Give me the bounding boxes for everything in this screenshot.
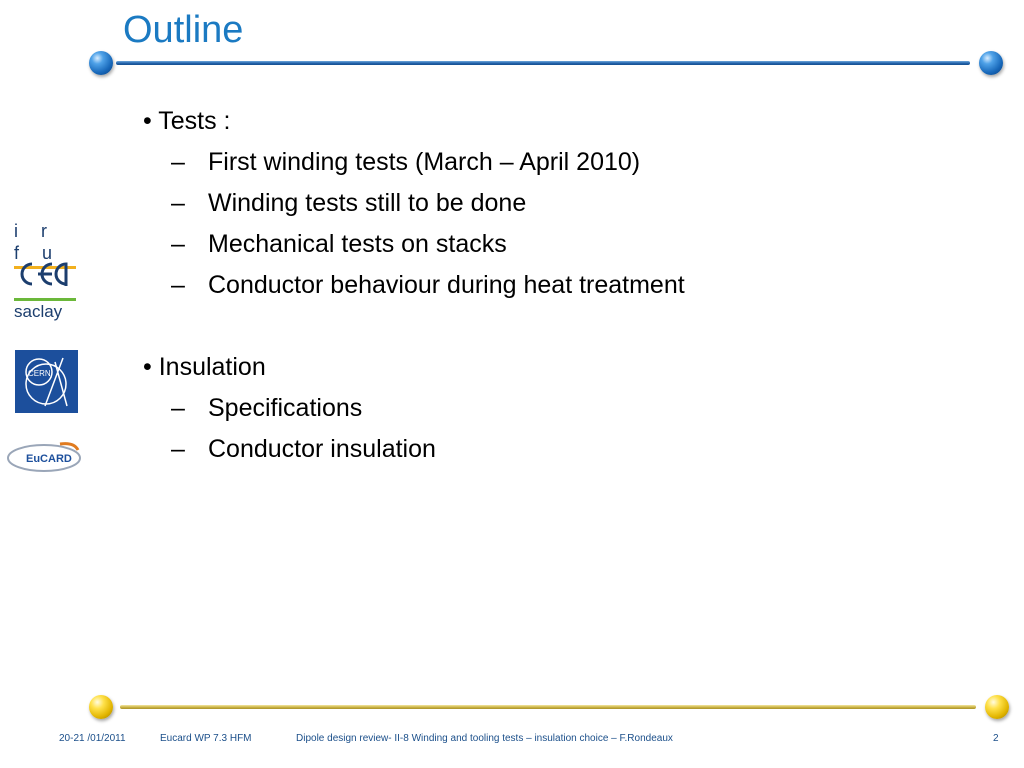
eucard-logo (6, 440, 84, 476)
sub-item-text: Mechanical tests on stacks (208, 230, 507, 258)
cea-logo (16, 256, 78, 292)
slide-content (143, 101, 685, 470)
eucard-logo-text: EuCARD (26, 453, 72, 465)
top-right-blue-ball (979, 51, 1003, 75)
sub-item (143, 224, 685, 265)
irfu-logo-text: i r f u (14, 221, 62, 263)
sub-item (143, 183, 685, 224)
footer-date: 20-21 /01/2011 (59, 733, 126, 744)
bullet-item (143, 347, 685, 388)
bottom-right-yellow-ball (985, 695, 1009, 719)
dash-symbol: – (171, 230, 185, 258)
bullet-text: Insulation (158, 353, 266, 381)
sub-item-text: Winding tests still to be done (208, 189, 527, 217)
top-divider-bar (116, 61, 970, 65)
footer-description: Dipole design review- II-8 Winding and tooling tests – insulation choice – F.Rondeaux (296, 733, 673, 744)
sub-item (143, 265, 685, 306)
sub-item-text: Conductor insulation (208, 435, 436, 463)
cern-logo-text: CERN (28, 369, 51, 378)
footer-page-number: 2 (993, 733, 999, 744)
dash-symbol: – (171, 435, 185, 463)
sub-item-text: Conductor behaviour during heat treatment (208, 271, 685, 299)
dash-symbol: – (171, 271, 185, 299)
top-left-blue-ball (89, 51, 113, 75)
saclay-logo-text: saclay (14, 302, 63, 321)
dash-symbol: – (171, 189, 185, 217)
bottom-divider-bar (120, 705, 976, 709)
saclay-logo (14, 298, 80, 323)
bullet-item (143, 101, 685, 142)
dash-symbol: – (171, 148, 185, 176)
sub-item (143, 142, 685, 183)
bullet-symbol: • (143, 107, 152, 135)
cern-logo (15, 350, 78, 413)
sub-item (143, 429, 685, 470)
sub-item (143, 388, 685, 429)
bullet-text: Tests : (158, 107, 231, 135)
bullet-symbol: • (143, 353, 152, 381)
sub-item-text: First winding tests (March – April 2010) (208, 148, 641, 176)
slide-title: Outline (123, 9, 244, 51)
footer-project: Eucard WP 7.3 HFM (160, 733, 252, 744)
sub-item-text: Specifications (208, 394, 363, 422)
bottom-left-yellow-ball (89, 695, 113, 719)
dash-symbol: – (171, 394, 185, 422)
